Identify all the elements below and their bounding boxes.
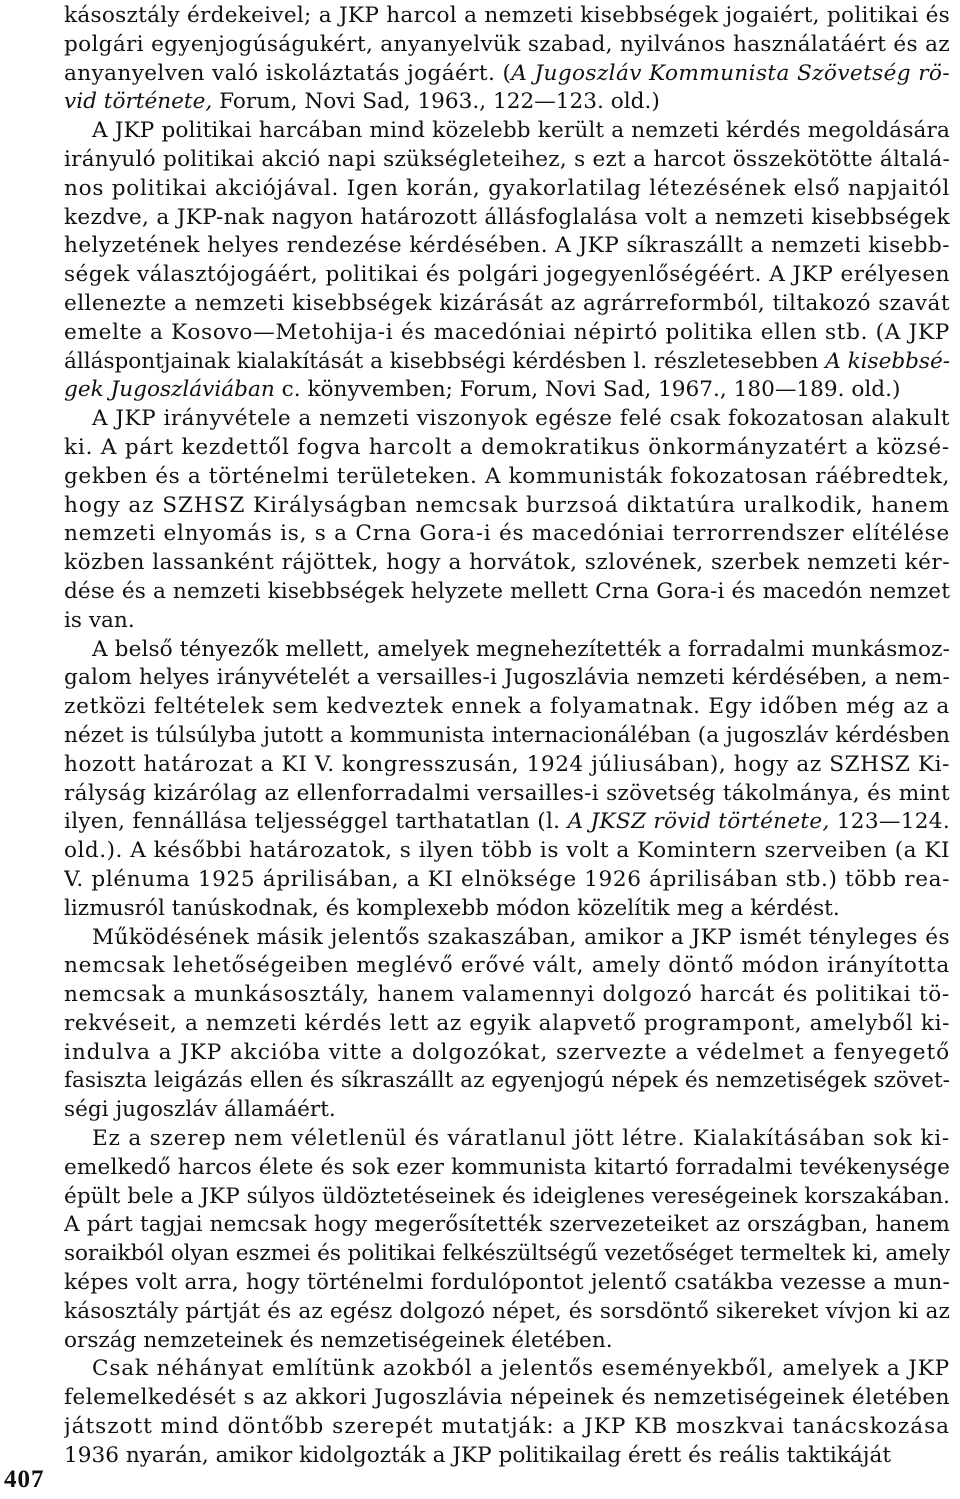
- text-segment: ségi jugoszláv államáért.: [64, 1097, 336, 1123]
- text-line: [64, 1211, 952, 1240]
- paragraph: [64, 2, 952, 117]
- text-line: [64, 319, 952, 348]
- text-line: [64, 60, 952, 89]
- paragraph: [64, 924, 952, 1126]
- paragraph: [64, 117, 952, 405]
- text-line: [64, 1010, 952, 1039]
- text-line: [64, 866, 952, 895]
- text-segment: ségek választójogáért, politikai és polgári jogegyenlőségéért. A JKP erélyesen: [64, 262, 950, 288]
- text-segment: nemcsak lehetőségeiben meglévő erővé vált, amely döntő módon irányította: [64, 953, 950, 979]
- text-segment: Forum, Novi Sad, 1963., 122—123. old.): [212, 89, 660, 115]
- text-line: [64, 492, 952, 521]
- text-segment: polgári egyenjogúságukért, anyanyelvük szabad, nyilvános használatáért és az: [64, 31, 950, 57]
- text-segment: nemcsak a munkásosztály, hanem valamennyi dolgozó harcát és politikai tö-: [64, 982, 950, 1008]
- text-segment: emelte a Kosovo—Metohija-i és macedóniai népirtó politika ellen stb. (A JKP: [64, 319, 950, 345]
- italic-text: A kisebbsé-: [825, 348, 950, 374]
- text-segment: fasiszta leigázás ellen és síkraszállt az egyenjogú népek és nemzetiségek szövet-: [64, 1068, 950, 1094]
- text-line: [64, 1240, 952, 1269]
- text-segment: 1936 nyarán, amikor kidolgozták a JKP politikailag érett és reális taktikáját: [64, 1442, 892, 1468]
- text-line: [64, 1125, 952, 1154]
- paragraph: [64, 1125, 952, 1355]
- text-line: [64, 924, 952, 953]
- text-body: [64, 2, 952, 1471]
- paragraph: [64, 636, 952, 924]
- text-segment: indulva a JKP akcióba vitte a dolgozókat, szervezte a védelmet a fenyegető: [64, 1039, 950, 1065]
- text-segment: galom helyes irányvételét a versailles-i Jugoszlávia nemzeti kérdésében, a nem-: [64, 665, 950, 691]
- text-segment: Működésének másik jelentős szakaszában, amikor a JKP ismét tényleges és: [92, 924, 950, 950]
- text-line: [64, 837, 952, 866]
- text-segment: A JKP irányvétele a nemzeti viszonyok egésze felé csak fokozatosan alakult: [92, 406, 950, 432]
- text-line: [64, 117, 952, 146]
- text-segment: gekben és a történelmi területeken. A kommunisták fokozatosan ráébredtek,: [64, 463, 950, 489]
- text-line: [64, 636, 952, 665]
- text-line: [64, 1269, 952, 1298]
- text-line: [64, 549, 952, 578]
- text-line: [64, 895, 952, 924]
- text-segment: álláspontjainak kialakítását a kisebbségi kérdésben l. részletesebben: [64, 348, 826, 374]
- text-segment: anyanyelven való iskoláztatás jogáért. (: [64, 60, 512, 86]
- text-line: [64, 261, 952, 290]
- text-segment: is van.: [64, 607, 135, 633]
- text-segment: kásosztály pártját és az egész dolgozó népet, és sorsdöntő sikereket vívjon ki az: [64, 1298, 950, 1324]
- text-line: [64, 175, 952, 204]
- text-line: [64, 204, 952, 233]
- text-line: [64, 290, 952, 319]
- text-segment: hozott határozat a KI V. kongresszusán, 1924 júliusában), hogy az SZHSZ Ki-: [64, 751, 950, 777]
- text-segment: A JKP politikai harcában mind közelebb került a nemzeti kérdés megoldására: [92, 118, 950, 144]
- text-line: [64, 463, 952, 492]
- text-segment: rályság kizárólag az ellenforradalmi versailles-i szövetség tákolmánya, és mint: [64, 780, 950, 806]
- text-line: [64, 348, 952, 377]
- text-line: [64, 1039, 952, 1068]
- text-segment: 123—124.: [829, 809, 950, 835]
- text-segment: old.). A későbbi határozatok, s ilyen több is volt a Komintern szerveiben (a KI: [64, 838, 950, 864]
- text-line: [64, 1413, 952, 1442]
- text-line: [64, 1442, 952, 1471]
- text-line: [64, 1355, 952, 1384]
- text-line: [64, 693, 952, 722]
- page-number: 407: [4, 1466, 45, 1493]
- text-line: [64, 1096, 952, 1125]
- text-segment: Csak néhányat említünk azokból a jelentős eseményekből, amelyek a JKP: [92, 1356, 950, 1382]
- text-segment: Ez a szerep nem véletlenül és váratlanul jött létre. Kialakításában sok ki-: [92, 1126, 950, 1152]
- paragraph: [64, 1355, 952, 1470]
- text-line: [64, 578, 952, 607]
- text-line: [64, 405, 952, 434]
- document-page: [64, 2, 952, 1471]
- text-segment: V. plénuma 1925 áprilisában, a KI elnöksége 1926 áprilisában stb.) több rea-: [64, 866, 950, 892]
- text-segment: ki. A párt kezdettől fogva harcolt a demokratikus önkormányzatért a közsé-: [64, 434, 950, 460]
- text-line: [64, 780, 952, 809]
- text-segment: nos politikai akciójával. Igen korán, gyakorlatilag létezésének első napjaitól: [64, 175, 950, 201]
- italic-text: vid története,: [64, 89, 213, 115]
- text-line: [64, 722, 952, 751]
- text-line: [64, 1154, 952, 1183]
- text-line: [64, 232, 952, 261]
- text-segment: nézet is túlsúlyba jutott a kommunista internacionáléban (a jugoszláv kérdésben: [64, 722, 950, 748]
- text-line: [64, 434, 952, 463]
- text-line: [64, 31, 952, 60]
- text-segment: helyzetének helyes rendezése kérdésében. A JKP síkraszállt a nemzeti kisebb-: [64, 233, 950, 259]
- text-segment: A párt tagjai nemcsak hogy megerősítették szervezeteiket az országban, hanem: [64, 1212, 950, 1238]
- text-line: [64, 146, 952, 175]
- text-line: [64, 1327, 952, 1356]
- text-segment: soraikból olyan eszmei és politikai felkészültségű vezetőséget termeltek ki, amely: [64, 1241, 950, 1267]
- text-line: [64, 664, 952, 693]
- text-segment: kezdve, a JKP-nak nagyon határozott állásfoglalása volt a nemzeti kisebbségek: [64, 204, 950, 230]
- italic-text: A Jugoszláv Kommunista Szövetség rö-: [511, 60, 950, 86]
- text-line: [64, 1298, 952, 1327]
- text-segment: ilyen, fennállása teljességgel tarthatatlan (l.: [64, 809, 568, 835]
- text-line: [64, 520, 952, 549]
- text-line: [64, 376, 952, 405]
- text-segment: c. könyvemben; Forum, Novi Sad, 1967., 180—189. old.): [274, 377, 901, 403]
- text-segment: nemzeti elnyomás is, s a Crna Gora-i és macedóniai terrorrendszer elítélése: [64, 521, 950, 547]
- text-segment: dése és a nemzeti kisebbségek helyzete mellett Crna Gora-i és macedón nemzet: [64, 578, 950, 604]
- text-segment: kásosztály érdekeivel; a JKP harcol a nemzeti kisebbségek jogaiért, politikai és: [64, 3, 950, 28]
- text-segment: képes volt arra, hogy történelmi fordulópontot jelentő csatákba vezesse a mun-: [64, 1270, 950, 1296]
- text-segment: épült bele a JKP súlyos üldöztetéseinek és ideiglenes vereségeinek korszakában.: [64, 1183, 950, 1209]
- text-line: [64, 1067, 952, 1096]
- italic-text: A JKSZ rövid története,: [567, 809, 830, 835]
- text-segment: hogy az SZHSZ Királyságban nemcsak burzsoá diktatúra uralkodik, hanem: [64, 492, 950, 518]
- text-segment: A belső tényezők mellett, amelyek megnehezítették a forradalmi munkásmoz-: [92, 636, 950, 662]
- paragraph: [64, 405, 952, 635]
- text-line: [64, 1384, 952, 1413]
- text-segment: közben lassanként rájöttek, hogy a horvátok, szlovének, szerbek nemzeti kér-: [64, 550, 950, 576]
- text-segment: lizmusról tanúskodnak, és komplexebb módon közelítik meg a kérdést.: [64, 895, 840, 921]
- italic-text: gek Jugoszláviában: [64, 377, 275, 403]
- text-segment: emelkedő harcos élete és sok ezer kommunista kitartó forradalmi tevékenysége: [64, 1154, 950, 1180]
- text-segment: rekvéseit, a nemzeti kérdés lett az egyik alapvető programpont, amelyből ki-: [64, 1010, 950, 1036]
- text-line: [64, 808, 952, 837]
- text-line: [64, 1183, 952, 1212]
- text-segment: játszott mind döntőbb szerepét mutatják: a JKP KB moszkvai tanácskozása: [64, 1414, 950, 1440]
- text-segment: irányuló politikai akció napi szükségleteihez, s ezt a harcot összekötötte általá-: [64, 146, 950, 172]
- text-line: [64, 607, 952, 636]
- text-segment: ellenezte a nemzeti kisebbségek kizárását az agrárreformból, tiltakozó szavát: [64, 290, 950, 316]
- text-segment: felemelkedését s az akkori Jugoszlávia népeinek és nemzetiségeinek életében: [64, 1385, 950, 1411]
- text-segment: ország nemzeteinek és nemzetiségeinek életében.: [64, 1327, 613, 1353]
- text-line: [64, 751, 952, 780]
- text-segment: zetközi feltételek sem kedveztek ennek a folyamatnak. Egy időben még az a: [64, 694, 950, 720]
- text-line: [64, 952, 952, 981]
- text-line: [64, 88, 952, 117]
- text-line: [64, 2, 952, 31]
- text-line: [64, 981, 952, 1010]
